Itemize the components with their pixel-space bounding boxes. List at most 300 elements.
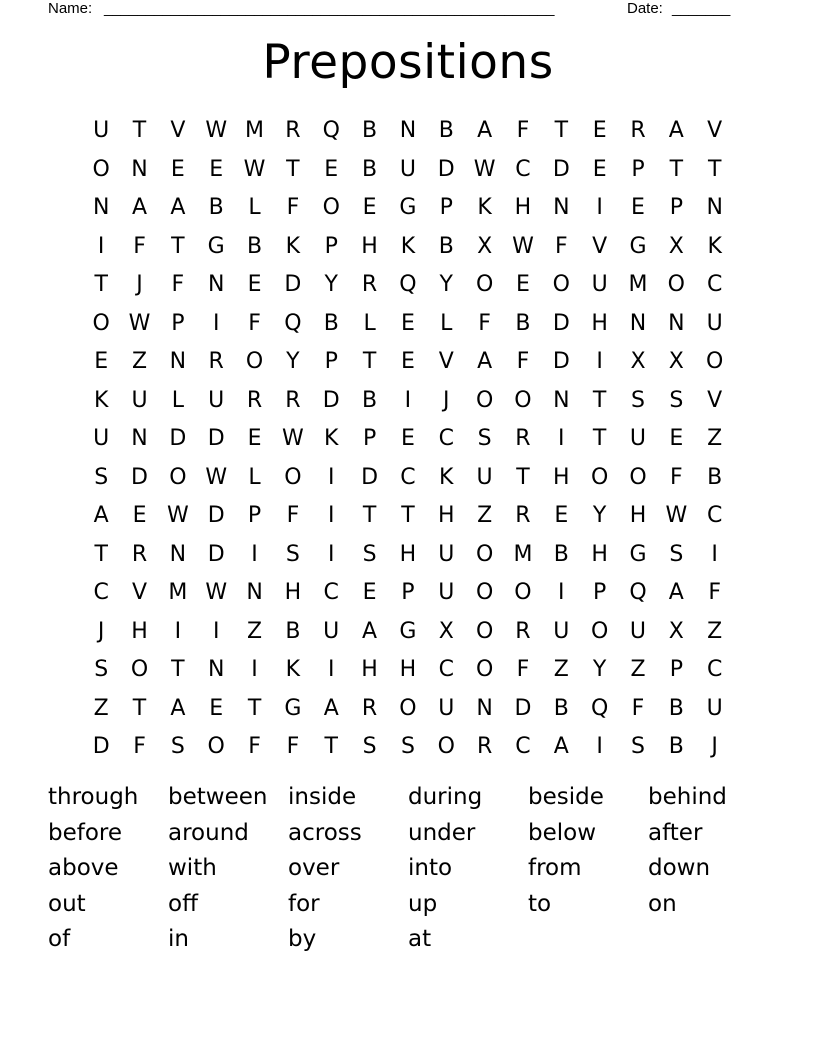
grid-letter[interactable]: I: [558, 580, 565, 606]
grid-letter[interactable]: N: [207, 272, 225, 298]
grid-letter[interactable]: C: [438, 426, 454, 452]
grid-letter[interactable]: T: [401, 503, 415, 529]
grid-letter[interactable]: K: [285, 233, 301, 259]
grid-letter[interactable]: T: [362, 503, 377, 529]
grid-letter[interactable]: W: [512, 233, 534, 259]
grid-letter[interactable]: F: [171, 272, 185, 298]
grid-letter[interactable]: K: [707, 233, 722, 259]
grid-letter[interactable]: N: [207, 657, 225, 683]
grid-letter[interactable]: C: [323, 580, 339, 606]
grid-letter[interactable]: F: [286, 734, 300, 760]
grid-letter[interactable]: S: [94, 657, 109, 683]
grid-letter[interactable]: X: [438, 618, 454, 644]
grid-letter[interactable]: O: [92, 156, 110, 182]
grid-letter[interactable]: A: [323, 695, 339, 721]
grid-letter[interactable]: D: [361, 464, 379, 490]
grid-letter[interactable]: K: [285, 657, 301, 683]
grid-letter[interactable]: N: [706, 195, 723, 221]
grid-letter[interactable]: X: [668, 233, 684, 259]
grid-letter[interactable]: E: [209, 695, 224, 721]
grid-letter[interactable]: S: [477, 426, 492, 452]
grid-letter[interactable]: O: [92, 310, 110, 336]
grid-letter[interactable]: R: [361, 272, 378, 298]
grid-letter[interactable]: O: [590, 464, 609, 490]
grid-letter[interactable]: E: [669, 426, 684, 452]
grid-letter[interactable]: W: [205, 118, 228, 144]
grid-letter[interactable]: C: [515, 734, 531, 760]
grid-letter[interactable]: R: [285, 387, 301, 413]
grid-letter[interactable]: S: [362, 734, 377, 760]
grid-letter[interactable]: A: [362, 618, 378, 644]
grid-letter[interactable]: U: [476, 464, 493, 490]
grid-letter[interactable]: Y: [592, 657, 607, 683]
grid-letter[interactable]: W: [205, 464, 228, 490]
grid-letter[interactable]: O: [475, 580, 494, 606]
grid-letter[interactable]: H: [514, 195, 532, 221]
grid-letter[interactable]: F: [670, 464, 683, 490]
grid-letter[interactable]: F: [516, 349, 530, 375]
grid-letter[interactable]: B: [362, 118, 378, 144]
grid-letter[interactable]: P: [324, 233, 338, 259]
grid-letter[interactable]: C: [400, 464, 416, 490]
grid-letter[interactable]: F: [248, 734, 261, 760]
grid-letter[interactable]: C: [706, 503, 723, 529]
grid-letter[interactable]: U: [438, 580, 455, 606]
grid-letter[interactable]: N: [553, 387, 570, 413]
grid-letter[interactable]: B: [285, 618, 301, 644]
grid-letter[interactable]: N: [668, 310, 685, 336]
grid-letter[interactable]: U: [323, 618, 340, 644]
grid-letter[interactable]: E: [170, 156, 185, 182]
grid-letter[interactable]: X: [668, 618, 684, 644]
grid-letter[interactable]: W: [128, 310, 151, 336]
grid-letter[interactable]: S: [669, 387, 684, 413]
grid-letter[interactable]: W: [166, 503, 189, 529]
grid-letter[interactable]: O: [169, 464, 187, 490]
grid-letter[interactable]: N: [131, 156, 148, 182]
grid-letter[interactable]: E: [554, 503, 569, 529]
grid-letter[interactable]: F: [286, 503, 300, 529]
grid-letter[interactable]: F: [708, 580, 721, 606]
grid-letter[interactable]: Z: [707, 426, 723, 452]
grid-letter[interactable]: B: [438, 118, 454, 144]
grid-letter[interactable]: D: [284, 272, 302, 298]
grid-letter[interactable]: U: [706, 310, 723, 336]
grid-letter[interactable]: O: [475, 387, 494, 413]
grid-letter[interactable]: R: [285, 118, 301, 144]
grid-letter[interactable]: I: [212, 310, 220, 336]
grid-letter[interactable]: I: [327, 503, 335, 529]
grid-letter[interactable]: O: [514, 580, 532, 606]
grid-letter[interactable]: T: [707, 156, 722, 182]
grid-letter[interactable]: H: [629, 503, 647, 529]
grid-letter[interactable]: B: [553, 541, 569, 567]
grid-letter[interactable]: Q: [399, 272, 417, 298]
grid-letter[interactable]: W: [282, 426, 304, 452]
grid-letter[interactable]: H: [284, 580, 302, 606]
grid-letter[interactable]: P: [593, 580, 607, 606]
grid-letter[interactable]: B: [208, 195, 224, 221]
grid-letter[interactable]: Z: [553, 657, 569, 683]
grid-letter[interactable]: B: [247, 233, 263, 259]
word-bank-item: after: [648, 819, 703, 846]
grid-letter[interactable]: J: [97, 618, 105, 644]
grid-letter[interactable]: S: [631, 734, 645, 760]
grid-letter[interactable]: R: [131, 541, 148, 567]
grid-letter[interactable]: V: [592, 233, 608, 259]
grid-letter[interactable]: U: [438, 695, 455, 721]
grid-letter[interactable]: R: [246, 387, 263, 413]
grid-letter[interactable]: Q: [629, 580, 647, 606]
grid-letter[interactable]: E: [400, 426, 415, 452]
grid-letter[interactable]: O: [399, 695, 417, 721]
grid-row: [82, 228, 734, 267]
grid-letter[interactable]: E: [400, 310, 415, 336]
grid-letter[interactable]: R: [361, 695, 378, 721]
grid-letter[interactable]: I: [251, 657, 258, 683]
grid-letter[interactable]: A: [477, 349, 493, 375]
grid-letter[interactable]: I: [596, 349, 603, 375]
grid-letter[interactable]: A: [93, 503, 109, 529]
grid-letter[interactable]: S: [94, 464, 109, 490]
grid-letter[interactable]: A: [668, 580, 684, 606]
grid-letter[interactable]: H: [361, 233, 378, 259]
grid-letter[interactable]: I: [251, 541, 258, 567]
grid-letter[interactable]: H: [131, 618, 148, 644]
grid-letter[interactable]: A: [170, 695, 186, 721]
grid-letter[interactable]: A: [170, 195, 186, 221]
grid-letter[interactable]: T: [132, 695, 147, 721]
grid-letter[interactable]: F: [516, 118, 530, 144]
grid-letter[interactable]: D: [207, 503, 225, 529]
grid-letter[interactable]: B: [438, 233, 454, 259]
grid-letter[interactable]: M: [513, 541, 533, 567]
grid-letter[interactable]: V: [131, 580, 148, 606]
grid-letter[interactable]: E: [209, 156, 224, 182]
grid-letter[interactable]: W: [205, 580, 228, 606]
grid-letter[interactable]: O: [667, 272, 685, 298]
grid-letter[interactable]: G: [629, 233, 647, 259]
grid-letter[interactable]: S: [669, 541, 684, 567]
grid-letter[interactable]: Z: [630, 657, 646, 683]
grid-letter[interactable]: C: [93, 580, 109, 606]
grid-letter[interactable]: B: [668, 695, 684, 721]
grid-letter[interactable]: O: [475, 618, 494, 644]
grid-letter[interactable]: X: [668, 349, 684, 375]
grid-letter[interactable]: E: [400, 349, 415, 375]
grid-letter[interactable]: F: [516, 657, 530, 683]
grid-letter[interactable]: E: [247, 272, 262, 298]
grid-letter[interactable]: H: [399, 541, 417, 567]
grid-letter[interactable]: N: [399, 118, 417, 144]
grid-letter[interactable]: T: [669, 156, 684, 182]
grid-letter[interactable]: K: [477, 195, 492, 221]
grid-letter[interactable]: K: [400, 233, 416, 259]
grid-letter[interactable]: T: [171, 657, 185, 683]
grid-letter[interactable]: M: [628, 272, 648, 298]
grid-letter[interactable]: D: [92, 734, 110, 760]
grid-letter[interactable]: Y: [286, 349, 300, 375]
grid-letter[interactable]: O: [514, 387, 532, 413]
grid-letter[interactable]: H: [399, 657, 417, 683]
grid-letter[interactable]: B: [362, 387, 378, 413]
grid-letter[interactable]: I: [327, 541, 335, 567]
grid-letter[interactable]: R: [515, 426, 531, 452]
grid-letter[interactable]: O: [475, 272, 494, 298]
grid-letter[interactable]: R: [515, 503, 531, 529]
grid-row: [82, 343, 734, 382]
grid-letter[interactable]: I: [558, 426, 565, 452]
grid-letter[interactable]: B: [707, 464, 723, 490]
grid-letter[interactable]: G: [207, 233, 225, 259]
grid-letter[interactable]: S: [631, 387, 645, 413]
grid-letter[interactable]: P: [401, 580, 415, 606]
grid-letter[interactable]: L: [363, 310, 376, 336]
grid-letter[interactable]: E: [592, 118, 607, 144]
grid-letter[interactable]: D: [207, 426, 225, 452]
grid-letter[interactable]: D: [437, 156, 455, 182]
name-field[interactable]: ______________________________________________________: [104, 0, 555, 17]
grid-letter[interactable]: T: [247, 695, 262, 721]
grid-letter[interactable]: Z: [247, 618, 263, 644]
grid-letter[interactable]: C: [438, 657, 454, 683]
grid-letter[interactable]: G: [284, 695, 302, 721]
grid-letter[interactable]: A: [131, 195, 148, 221]
grid-letter[interactable]: E: [631, 195, 645, 221]
grid-letter[interactable]: I: [711, 541, 718, 567]
grid-letter[interactable]: N: [169, 541, 187, 567]
grid-letter[interactable]: O: [207, 734, 225, 760]
grid-letter[interactable]: U: [553, 618, 570, 644]
grid-letter[interactable]: I: [97, 233, 105, 259]
grid-letter[interactable]: T: [592, 426, 607, 452]
grid-row: [82, 690, 734, 729]
grid-letter[interactable]: D: [131, 464, 148, 490]
grid-letter[interactable]: O: [706, 349, 724, 375]
grid-letter[interactable]: K: [93, 387, 109, 413]
grid-letter[interactable]: D: [322, 387, 340, 413]
grid-letter[interactable]: F: [133, 233, 146, 259]
grid-letter[interactable]: S: [362, 541, 377, 567]
grid-letter[interactable]: N: [629, 310, 647, 336]
grid-letter[interactable]: Y: [324, 272, 338, 298]
grid-letter[interactable]: N: [246, 580, 263, 606]
grid-letter[interactable]: E: [592, 156, 607, 182]
grid-letter[interactable]: Q: [322, 118, 340, 144]
grid-letter[interactable]: T: [94, 272, 108, 298]
grid-letter[interactable]: S: [400, 734, 415, 760]
grid-letter[interactable]: O: [629, 464, 647, 490]
grid-letter[interactable]: H: [591, 310, 608, 336]
grid-letter[interactable]: Z: [707, 618, 723, 644]
grid-letter[interactable]: N: [169, 349, 187, 375]
grid-letter[interactable]: B: [323, 310, 339, 336]
grid-letter[interactable]: T: [592, 387, 607, 413]
grid-letter[interactable]: F: [248, 310, 261, 336]
grid-letter[interactable]: B: [553, 695, 569, 721]
grid-letter[interactable]: C: [706, 272, 723, 298]
grid-letter[interactable]: G: [629, 541, 647, 567]
grid-letter[interactable]: R: [630, 118, 646, 144]
grid-letter[interactable]: N: [131, 426, 148, 452]
grid-letter[interactable]: J: [711, 734, 718, 760]
grid-letter[interactable]: C: [706, 657, 723, 683]
date-label: Date:: [627, 0, 663, 17]
grid-letter[interactable]: U: [629, 618, 647, 644]
grid-letter[interactable]: S: [285, 541, 300, 567]
grid-letter[interactable]: W: [473, 156, 496, 182]
grid-letter[interactable]: N: [553, 195, 570, 221]
word-bank-item: behind: [648, 784, 727, 810]
grid-letter[interactable]: P: [324, 349, 338, 375]
grid-letter[interactable]: T: [516, 464, 530, 490]
date-field[interactable]: _______: [672, 0, 731, 17]
grid-letter[interactable]: U: [93, 118, 110, 144]
grid-letter[interactable]: K: [439, 464, 454, 490]
grid-letter[interactable]: R: [476, 734, 493, 760]
grid-letter[interactable]: U: [591, 272, 608, 298]
grid-letter[interactable]: B: [515, 310, 531, 336]
word-bank-item: out: [48, 890, 86, 917]
grid-letter[interactable]: I: [174, 618, 182, 644]
grid-letter[interactable]: M: [245, 118, 265, 144]
grid-letter[interactable]: Q: [284, 310, 302, 336]
grid-letter[interactable]: E: [324, 156, 339, 182]
grid-letter[interactable]: O: [475, 657, 494, 683]
grid-letter[interactable]: R: [515, 618, 531, 644]
grid-letter[interactable]: V: [707, 387, 723, 413]
grid-letter[interactable]: D: [207, 541, 225, 567]
grid-letter[interactable]: O: [284, 464, 302, 490]
grid-letter[interactable]: L: [171, 387, 184, 413]
grid-letter[interactable]: O: [590, 618, 609, 644]
grid-letter[interactable]: H: [437, 503, 455, 529]
grid-letter[interactable]: Z: [131, 349, 148, 375]
grid-letter[interactable]: R: [208, 349, 224, 375]
grid-letter[interactable]: L: [248, 195, 261, 221]
grid-letter[interactable]: B: [668, 734, 684, 760]
grid-letter[interactable]: F: [554, 233, 568, 259]
grid-letter[interactable]: P: [669, 195, 683, 221]
grid-letter[interactable]: T: [362, 349, 377, 375]
grid-letter[interactable]: M: [168, 580, 188, 606]
grid-letter[interactable]: G: [399, 195, 417, 221]
grid-letter[interactable]: N: [92, 195, 110, 221]
grid-letter[interactable]: A: [553, 734, 569, 760]
grid-letter[interactable]: B: [362, 156, 378, 182]
grid-letter[interactable]: O: [322, 195, 340, 221]
grid-letter[interactable]: U: [438, 541, 455, 567]
grid-letter[interactable]: O: [475, 541, 494, 567]
grid-letter[interactable]: C: [515, 156, 531, 182]
grid-letter[interactable]: U: [629, 426, 647, 452]
grid-letter[interactable]: I: [404, 387, 412, 413]
grid-letter[interactable]: Y: [592, 503, 607, 529]
grid-letter[interactable]: T: [286, 156, 300, 182]
grid-letter[interactable]: V: [438, 349, 454, 375]
grid-letter[interactable]: S: [170, 734, 185, 760]
grid-letter[interactable]: P: [439, 195, 453, 221]
grid-letter[interactable]: N: [476, 695, 493, 721]
grid-letter[interactable]: P: [631, 156, 645, 182]
grid-letter[interactable]: D: [552, 156, 570, 182]
grid-letter[interactable]: V: [707, 118, 723, 144]
grid-letter[interactable]: Y: [439, 272, 453, 298]
grid-letter[interactable]: U: [208, 387, 225, 413]
grid-letter[interactable]: W: [243, 156, 266, 182]
grid-letter[interactable]: P: [247, 503, 262, 529]
grid-letter[interactable]: W: [665, 503, 688, 529]
grid-letter[interactable]: L: [248, 464, 261, 490]
grid-letter[interactable]: P: [362, 426, 377, 452]
grid-letter[interactable]: K: [324, 426, 339, 452]
grid-letter[interactable]: E: [247, 426, 262, 452]
grid-letter[interactable]: I: [212, 618, 220, 644]
grid-letter[interactable]: V: [170, 118, 186, 144]
grid-letter[interactable]: O: [245, 349, 264, 375]
grid-letter[interactable]: I: [327, 464, 335, 490]
grid-letter[interactable]: D: [514, 695, 532, 721]
grid-letter[interactable]: E: [132, 503, 147, 529]
grid-letter[interactable]: I: [596, 195, 603, 221]
grid-letter[interactable]: D: [552, 310, 570, 336]
grid-letter[interactable]: O: [552, 272, 570, 298]
grid-letter[interactable]: I: [327, 657, 335, 683]
grid-letter[interactable]: H: [553, 464, 570, 490]
grid-letter[interactable]: L: [440, 310, 453, 336]
grid-letter[interactable]: O: [130, 657, 149, 683]
grid-letter[interactable]: U: [93, 426, 110, 452]
grid-letter[interactable]: Q: [590, 695, 609, 721]
grid-letter[interactable]: G: [399, 618, 417, 644]
grid-letter[interactable]: E: [362, 580, 377, 606]
grid-letter[interactable]: E: [516, 272, 530, 298]
grid-letter[interactable]: D: [169, 426, 187, 452]
grid-letter[interactable]: I: [596, 734, 603, 760]
grid-letter[interactable]: F: [631, 695, 645, 721]
grid-letter[interactable]: J: [136, 272, 143, 298]
grid-letter[interactable]: T: [554, 118, 569, 144]
grid-letter[interactable]: Z: [477, 503, 493, 529]
grid-letter[interactable]: T: [324, 734, 338, 760]
grid-letter[interactable]: H: [361, 657, 378, 683]
grid-letter[interactable]: U: [131, 387, 148, 413]
grid-letter[interactable]: H: [591, 541, 608, 567]
grid-letter[interactable]: F: [478, 310, 491, 336]
grid-letter[interactable]: Z: [93, 695, 109, 721]
grid-letter[interactable]: T: [94, 541, 108, 567]
grid-letter[interactable]: T: [132, 118, 147, 144]
grid-letter[interactable]: X: [630, 349, 646, 375]
grid-letter[interactable]: X: [477, 233, 493, 259]
grid-letter[interactable]: U: [399, 156, 416, 182]
grid-letter[interactable]: A: [668, 118, 684, 144]
grid-letter[interactable]: E: [362, 195, 377, 221]
grid-letter[interactable]: A: [477, 118, 493, 144]
grid-letter[interactable]: E: [94, 349, 109, 375]
grid-letter[interactable]: J: [443, 387, 450, 413]
word-bank-item: down: [648, 855, 711, 881]
grid-letter[interactable]: O: [437, 734, 455, 760]
grid-letter[interactable]: D: [552, 349, 570, 375]
grid-letter[interactable]: P: [669, 657, 683, 683]
grid-letter[interactable]: U: [706, 695, 723, 721]
grid-letter[interactable]: P: [171, 310, 185, 336]
grid-row: [82, 189, 734, 228]
grid-letter[interactable]: F: [286, 195, 300, 221]
grid-letter[interactable]: F: [133, 734, 146, 760]
grid-letter[interactable]: T: [171, 233, 185, 259]
